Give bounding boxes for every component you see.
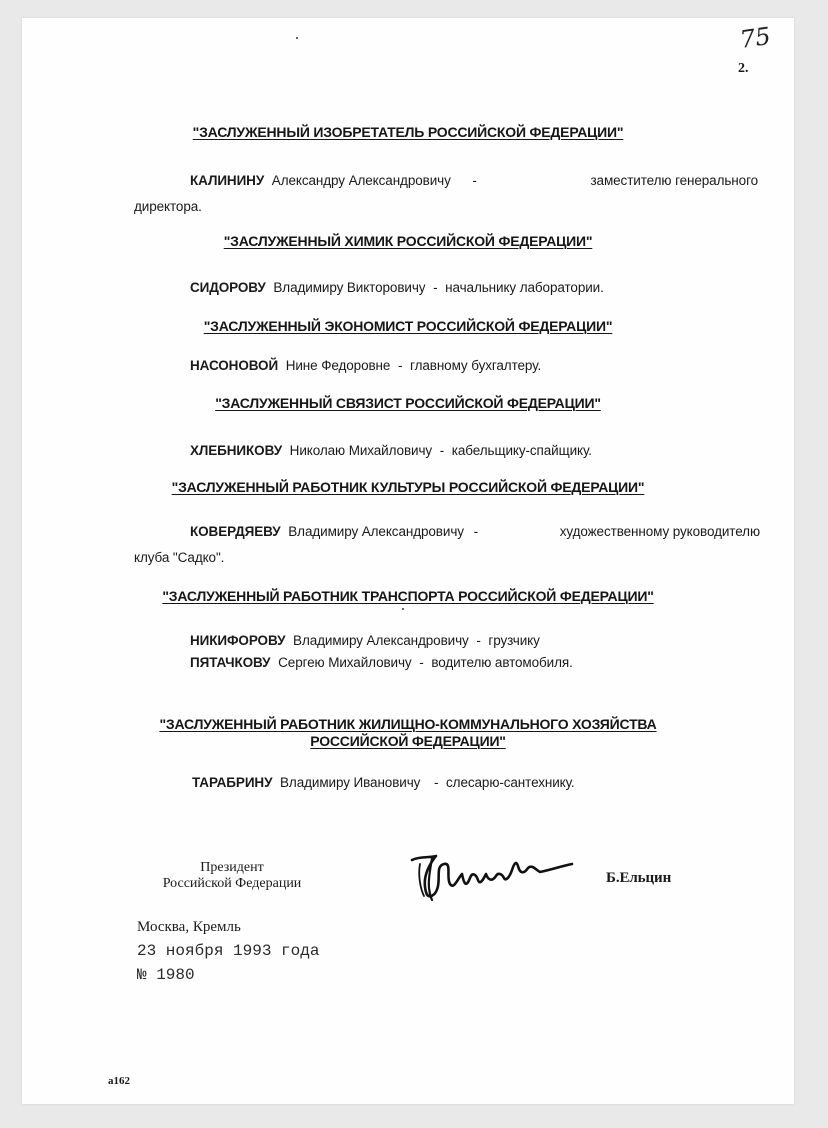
awardee-name: Владимиру Ивановичу [280,775,421,790]
awardee-surname: СИДОРОВУ [190,280,266,295]
awardee-surname: ХЛЕБНИКОВУ [190,443,283,458]
awardee-position-continued: клуба "Садко". [134,550,225,565]
awardee-dash: - [433,775,439,790]
signatory-title-line1: Президент [200,860,264,875]
awardee-position: грузчику [488,633,540,648]
awardee-dash: - [439,443,445,458]
place-of-signing: Москва, Кремль [137,919,241,935]
awardee-dash: - [397,358,403,373]
signatory-title [132,860,332,892]
awardee-line [190,524,760,539]
awardee-dash: - [419,655,424,670]
section-title-inventor: "ЗАСЛУЖЕННЫЙ ИЗОБРЕТАТЕЛЬ РОССИЙСКОЙ ФЕДЕРАЦИИ" [192,124,624,140]
awardee-position: главному бухгалтеру. [410,358,542,373]
awardee-line [190,280,604,295]
handwritten-signature [406,848,576,908]
decree-date: 23 ноября 1993 года [137,942,320,960]
decree-number: № 1980 [137,966,195,984]
signatory-title-line2: Российской Федерации [162,876,302,891]
awardee-surname: ПЯТАЧКОВУ [190,655,271,670]
awardee-name: Александру Александровичу [271,173,451,188]
handwritten-page-mark: 75 [738,22,773,54]
awardee-position-continued: директора. [134,199,202,214]
awardee-surname: НИКИФОРОВУ [190,633,286,648]
section-title-housing-line2: РОССИЙСКОЙ ФЕДЕРАЦИИ" [310,733,506,749]
awardee-name: Сергею Михайловичу [278,655,412,670]
awardee-position: кабельщику-спайщику. [451,443,592,458]
awardee-position: водителю автомобиля. [431,655,573,670]
awardee-position: заместителю генерального [590,173,758,188]
awardee-line [190,173,758,188]
speck [296,37,298,39]
archive-code: а162 [108,1075,130,1087]
awardee-name: Нине Федоровне [285,358,391,373]
awardee-surname: ТАРАБРИНУ [192,775,273,790]
awardee-surname: НАСОНОВОЙ [190,358,279,373]
section-title-housing-line1: "ЗАСЛУЖЕННЫЙ РАБОТНИК ЖИЛИЩНО-КОММУНАЛЬНОГО ХОЗЯЙСТВА [159,716,657,732]
awardee-name: Николаю Михайловичу [289,443,433,458]
awardee-line [190,443,592,458]
awardee-position: художественному руководителю [559,524,760,539]
awardee-dash: - [433,280,438,295]
section-title-culture: "ЗАСЛУЖЕННЫЙ РАБОТНИК КУЛЬТУРЫ РОССИЙСКОЙ ФЕДЕРАЦИИ" [171,479,645,495]
section-title-transport: "ЗАСЛУЖЕННЫЙ РАБОТНИК ТРАНСПОРТА РОССИЙСКОЙ ФЕДЕРАЦИИ" [162,588,654,604]
section-title-economist: "ЗАСЛУЖЕННЫЙ ЭКОНОМИСТ РОССИЙСКОЙ ФЕДЕРАЦИИ" [203,318,613,334]
awardee-position: слесарю-сантехнику. [446,775,575,790]
signatory-name: Б.Ельцин [606,870,672,886]
awardee-name: Владимиру Александровичу [293,633,469,648]
speck [402,608,404,610]
awardee-dash: - [476,633,481,648]
awardee-position: начальнику лаборатории. [445,280,604,295]
page-number: 2. [738,61,749,76]
awardee-dash: - [472,173,477,188]
awardee-surname: КОВЕРДЯЕВУ [190,524,281,539]
section-title-communications: "ЗАСЛУЖЕННЫЙ СВЯЗИСТ РОССИЙСКОЙ ФЕДЕРАЦИИ" [215,395,601,411]
awardee-line [190,655,573,670]
awardee-name: Владимиру Александровичу [288,524,464,539]
document-page [22,18,794,1104]
awardee-surname: КАЛИНИНУ [190,173,265,188]
awardee-line [190,358,541,373]
awardee-name: Владимиру Викторовичу [273,280,426,295]
awardee-line [190,633,540,648]
awardee-line [192,775,575,790]
awardee-dash: - [473,524,478,539]
section-title-chemist: "ЗАСЛУЖЕННЫЙ ХИМИК РОССИЙСКОЙ ФЕДЕРАЦИИ" [223,233,593,249]
